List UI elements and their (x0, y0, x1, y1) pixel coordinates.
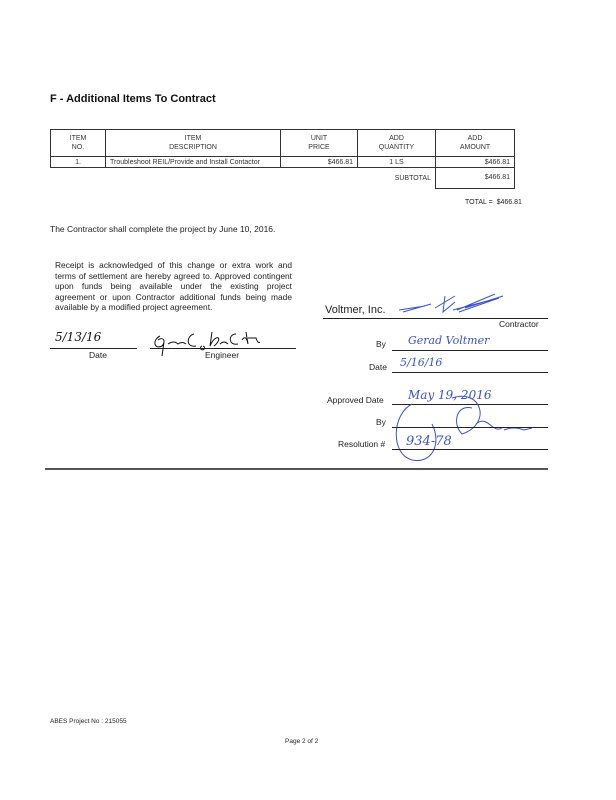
total-value: $466.81 (496, 199, 522, 206)
date-line (50, 348, 137, 349)
subtotal-row (51, 168, 515, 189)
section-title: F - Additional Items To Contract (50, 93, 216, 105)
table-row (51, 157, 515, 168)
header-description: ITEM DESCRIPTION (106, 130, 281, 157)
header-unit-price: UNIT PRICE (281, 130, 358, 157)
date-label: Date (89, 350, 107, 360)
by-label: By (376, 339, 386, 349)
items-table (50, 129, 515, 189)
total-label: TOTAL = (465, 199, 493, 206)
header-amount: ADD AMOUNT (436, 130, 515, 157)
contractor-label: Contractor (499, 319, 539, 329)
resolution-label: Resolution # (338, 439, 386, 449)
by-line (392, 350, 548, 351)
engineer-date-handwritten: 5/13/16 (55, 330, 102, 344)
by2-label: By (376, 417, 386, 427)
table-header-row (51, 130, 515, 157)
by2-line (392, 427, 548, 428)
engineer-line (150, 348, 296, 349)
total (465, 199, 522, 206)
footer-page-number: Page 2 of 2 (285, 738, 319, 745)
footer-project-number: ABES Project No : 215055 (50, 718, 127, 725)
contractor-date-label: Date (369, 362, 387, 372)
cell-quantity: 1 LS (358, 157, 436, 168)
by-handwritten: Gerad Voltmer (408, 334, 490, 347)
receipt-paragraph: Receipt is acknowledged of this change or extra work and terms of settlement are hereby agreed to. Approved contingent upon funds being available under the existing project agreement or upon Contractor additional funds being made available by a modified project agreement. (55, 260, 292, 312)
cell-description: Troubleshoot REIL/Provide and Install Contactor (106, 157, 281, 168)
completion-text: The Contractor shall complete the project by June 10, 2016. (50, 224, 276, 234)
resolution-line (392, 449, 548, 450)
approver-signature (392, 384, 542, 464)
header-item-no: ITEM NO. (51, 130, 106, 157)
contractor-signature (395, 292, 510, 318)
subtotal-label: SUBTOTAL (394, 174, 431, 182)
resolution-handwritten: 934-78 (406, 434, 452, 449)
cell-unit-price: $466.81 (281, 157, 358, 168)
cell-amount: $466.81 (436, 157, 515, 168)
contractor-company: Voltmer, Inc. (325, 304, 386, 316)
contractor-date-handwritten: 5/16/16 (400, 356, 443, 369)
subtotal-value: $466.81 (436, 168, 515, 189)
cell-item-no: 1. (51, 157, 106, 168)
section-divider (45, 468, 548, 470)
header-quantity: ADD QUANTITY (358, 130, 436, 157)
approved-date-handwritten: May 19, 2016 (408, 388, 492, 402)
contractor-date-line (392, 372, 548, 373)
approved-date-label: Approved Date (327, 395, 384, 405)
engineer-label: Engineer (205, 350, 240, 360)
